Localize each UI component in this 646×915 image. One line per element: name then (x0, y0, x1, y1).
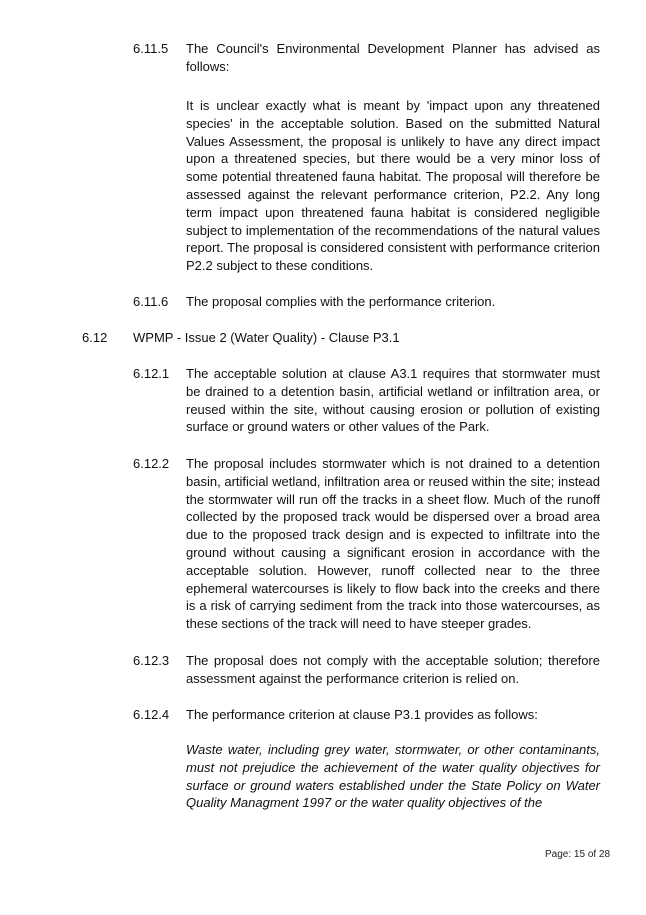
section-heading-6-12: WPMP - Issue 2 (Water Quality) - Clause P3.1 (133, 330, 400, 345)
paragraph-number-6-11-6: 6.11.6 (133, 294, 169, 309)
paragraph-number-6-12-3: 6.12.3 (133, 653, 170, 668)
paragraph-number-6-12-2: 6.12.2 (133, 456, 170, 471)
paragraph-6-12-4: The performance criterion at clause P3.1 provides as follows: (186, 707, 538, 722)
paragraph-number-6-12-1: 6.12.1 (133, 366, 170, 381)
paragraph-number-6-11-5: 6.11.5 (133, 41, 169, 56)
quote-environmental-planner-advice: It is unclear exactly what is meant by 'impact upon any threatened species' in the acceptable solution. Based on the submitted Natural Values Assessment, the proposal is unlikely to have any direct impact upon a threatened species, but there would be a very minor loss of some potential threatened fauna habitat. The proposal will therefore be assessed against the relevant performance criterion, P2.2. Any long term impact upon threatened fauna habitat is considered negligible subject to implementation of the recommendations of the natural values report. The proposal is considered consistent with performance criterion P2.2 subject to these conditions. (186, 98, 600, 274)
paragraph-6-12-2: The proposal includes stormwater which is not drained to a detention basin, artificial wetland, infiltration area or reused within the site; instead the stormwater will run off the tracks in a sheet flow. Much of the runoff collected by the proposed track would be dispersed over a broad area due to the proposed track design and is expected to infiltrate into the ground without causing a significant erosion in accordance with the acceptable solution. However, runoff collected near to the three ephemeral watercourses is likely to flow back into the creeks and there is a risk of carrying sediment from the track into those watercourses, as these sections of the track will need to have steeper grades. (186, 456, 600, 632)
section-number-6-12: 6.12 (82, 330, 108, 345)
quote-performance-criterion-p3-1: Waste water, including grey water, stormwater, or other contaminants, must not prejudice the achievement of the water quality objectives for surface or ground waters established under the State Policy on Water Quality Managment 1997 or the water quality objectives of the (186, 742, 600, 811)
paragraph-6-11-5: The Council's Environmental Development Planner has advised as follows: (186, 41, 600, 74)
paragraph-6-11-6: The proposal complies with the performance criterion. (186, 294, 496, 309)
paragraph-6-12-3: The proposal does not comply with the acceptable solution; therefore assessment against the performance criterion is relied on. (186, 653, 600, 686)
paragraph-number-6-12-4: 6.12.4 (133, 707, 170, 722)
page-number-footer: Page: 15 of 28 (545, 849, 611, 860)
paragraph-6-12-1: The acceptable solution at clause A3.1 requires that stormwater must be drained to a detention basin, artificial wetland or infiltration area, or reused within the site, without causing erosion or pollution of existing surface or ground waters or other values of the Park. (186, 366, 600, 435)
